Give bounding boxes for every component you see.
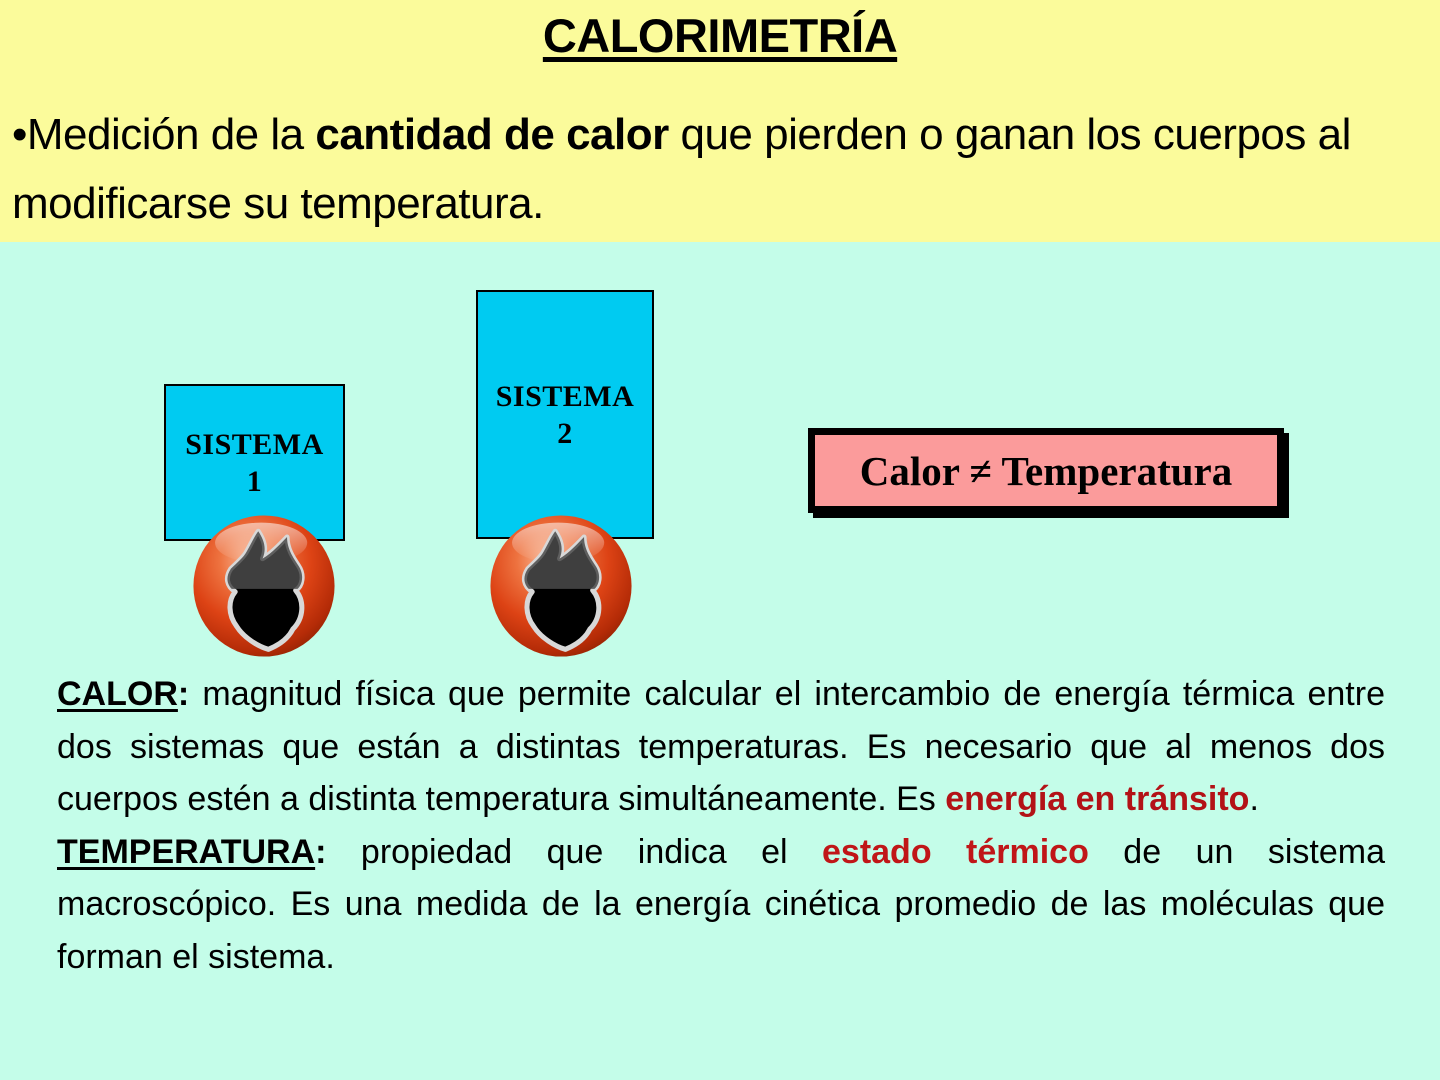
temperatura-body2: de un sistema macroscópico. Es una medida de la energía cinética promedio de las moléculas que forman el sistema. — [57, 832, 1385, 976]
system2-label: SISTEMA — [495, 379, 635, 413]
system2-number: 2 — [557, 416, 573, 450]
system1-number: 1 — [246, 464, 263, 498]
system1-label: SISTEMA — [185, 427, 324, 461]
calor-body: magnitud física que permite calcular el intercambio de energía térmica entre dos sistemas que están a distintas temperaturas. Es necesario que al menos dos cuerpos estén a distinta temperatura simultáneamente. Es — [57, 675, 1385, 819]
temperatura-body1: propiedad que indica el — [326, 832, 822, 871]
system2-box — [476, 290, 654, 539]
comparison-text: Calor ≠ Temperatura — [859, 447, 1233, 494]
temperatura-colon: : — [315, 832, 327, 871]
calor-tail: . — [1249, 780, 1259, 819]
calor-definition — [57, 668, 1385, 826]
temperatura-term: TEMPERATURA — [57, 832, 316, 871]
definitions-block — [57, 668, 1385, 984]
calor-vs-temperatura-box — [808, 428, 1284, 513]
intro-paragraph — [12, 100, 1414, 238]
calor-highlight: energía en tránsito — [945, 780, 1250, 819]
calor-colon: : — [177, 675, 190, 713]
page-title: CALORIMETRÍA — [542, 9, 898, 62]
flame-icon — [192, 514, 336, 658]
intro-post: que pierden o ganan los cuerpos al modificarse su temperatura. — [12, 110, 1351, 228]
calor-term: CALOR — [57, 675, 178, 713]
temperatura-highlight: estado térmico — [822, 832, 1089, 871]
intro-bold: cantidad de calor — [315, 110, 669, 159]
flame-icon — [489, 514, 633, 658]
temperatura-definition — [57, 826, 1385, 984]
header-banner — [0, 0, 1440, 242]
intro-pre: •Medición de la — [12, 110, 316, 159]
